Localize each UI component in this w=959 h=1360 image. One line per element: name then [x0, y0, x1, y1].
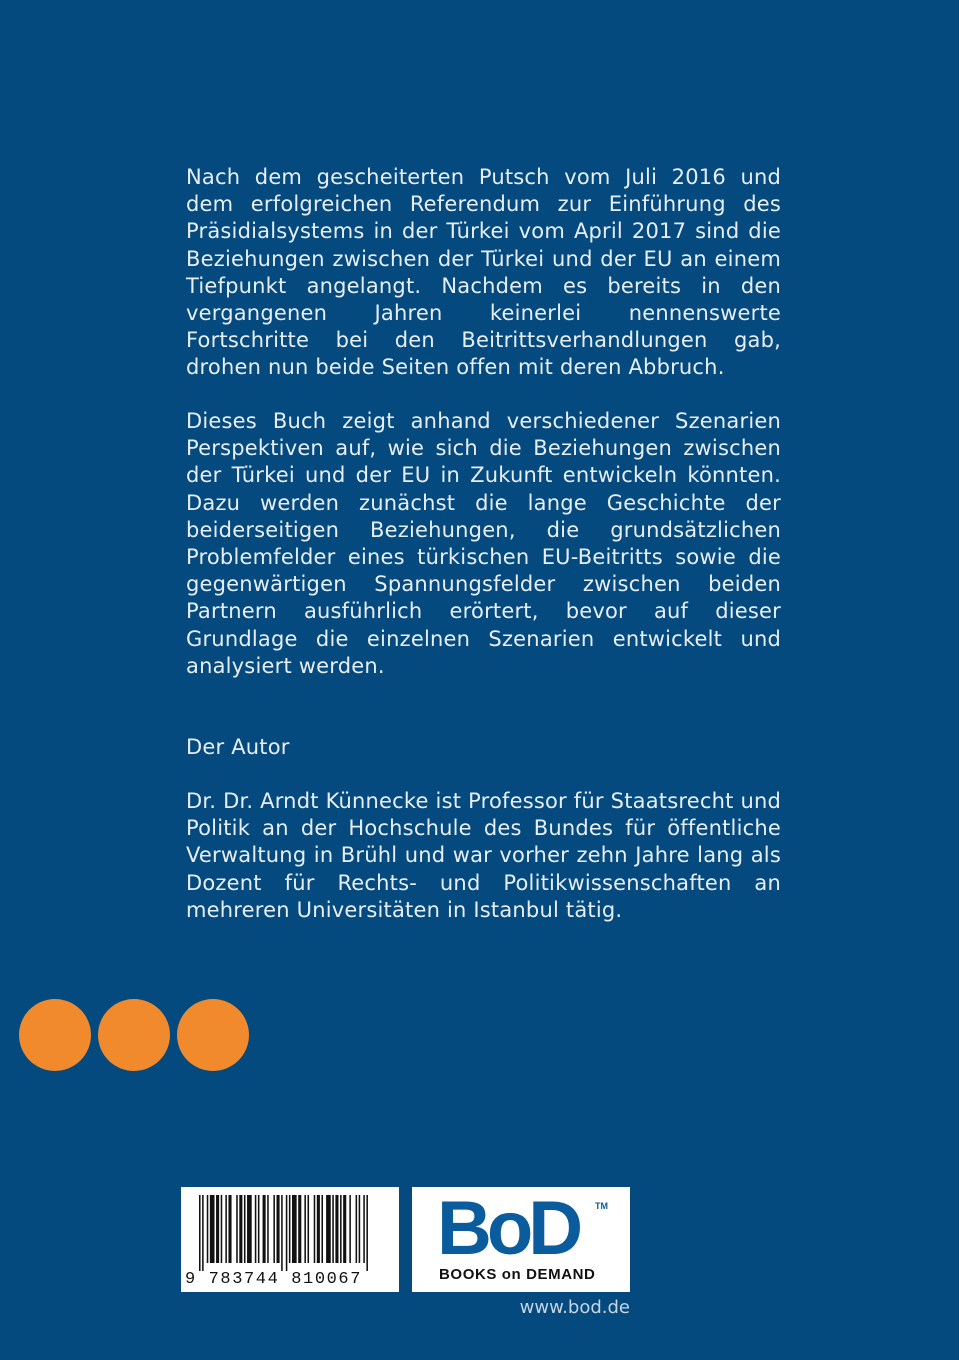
barcode-bar [317, 1195, 320, 1263]
barcode-bar [225, 1195, 227, 1263]
author-heading: Der Autor [186, 735, 290, 759]
barcode-bar [298, 1195, 301, 1263]
barcode-bar [258, 1195, 260, 1263]
barcode-bar [304, 1195, 306, 1263]
barcode-bar [247, 1195, 252, 1263]
barcode-bar [210, 1195, 215, 1263]
author-bio: Dr. Dr. Arndt Künnecke ist Professor für Staatsrecht und Politik an der Hochschule des Bundes für öffentliche Verwaltung in Brühl und war vorher zehn Jahre lang als Dozent für Rechts- und Politikwissenschaften an mehreren Universitäten in Istanbul tätig. [186, 789, 781, 922]
barcode-bar [281, 1195, 283, 1271]
barcode-bar [366, 1195, 368, 1271]
isbn-barcode [181, 1187, 399, 1292]
barcode-bars [199, 1195, 381, 1271]
barcode-bar [236, 1195, 238, 1263]
barcode-bar [244, 1195, 246, 1263]
barcode-bar [356, 1195, 358, 1263]
publisher-website: www.bod.de [519, 1297, 630, 1318]
barcode-bar [202, 1195, 204, 1271]
barcode-bar [363, 1195, 365, 1263]
barcode-bar [289, 1195, 291, 1263]
description-paragraph-2: Dieses Buch zeigt anhand verschiedener Szenarien Perspektiven auf, wie sich die Beziehungen zwischen der Türkei und der EU in Zukunft entwickeln könnten. Dazu werden zunächst die lange Geschichte der beiderseitigen Beziehungen, die grundsätzlichen Problemfelder eines türkischen EU-Beitritts sowie die gegenwärtigen Spannungsfelder zwischen beiden Partnern ausführlich erörtert, bevor auf dieser Grundlage die einzelnen Szenarien entwickelt und analysiert werden. [186, 409, 781, 678]
barcode-bar [321, 1195, 323, 1263]
barcode-bar [263, 1195, 266, 1263]
orange-dot-1 [19, 999, 91, 1071]
barcode-bar [199, 1195, 201, 1271]
barcode-bar [308, 1195, 310, 1263]
orange-dot-3 [177, 999, 249, 1071]
barcode-bar [359, 1195, 361, 1263]
barcode-bar [207, 1195, 209, 1263]
barcode-bar [292, 1195, 297, 1263]
barcode-bar [228, 1195, 231, 1263]
barcode-bar [286, 1195, 288, 1271]
barcode-bar [255, 1195, 257, 1263]
barcode-bar [326, 1195, 331, 1263]
isbn-digits: 9 783744 810067 [185, 1270, 363, 1289]
publisher-logo [412, 1187, 630, 1292]
publisher-tagline: BOOKS on DEMAND [439, 1266, 596, 1283]
barcode-bar [216, 1195, 219, 1263]
barcode-bar [239, 1195, 242, 1263]
orange-dot-2 [98, 999, 170, 1071]
barcode-bar [273, 1195, 275, 1263]
description-paragraph-1: Nach dem gescheiterten Putsch vom Juli 2016 und dem erfolgreichen Referendum zur Einführung des Präsidialsystems in der Türkei vom April 2017 sind die Beziehungen zwischen der Türkei und der EU an einem Tiefpunkt angelangt. Nachdem es bereits in den vergangenen Jahren keinerlei nennenswerte Fortschritte bei den Beitrittsverhandlungen gab, drohen nun beide Seiten offen mit deren Abbruch. [186, 165, 781, 380]
barcode-bar [314, 1195, 316, 1263]
barcode-bar [340, 1195, 342, 1263]
barcode-bar [332, 1195, 334, 1263]
barcode-bar [335, 1195, 338, 1263]
barcode-bar [277, 1195, 280, 1263]
barcode-bar [221, 1195, 223, 1263]
barcode-bar [267, 1195, 269, 1263]
barcode-bar [349, 1195, 351, 1263]
barcode-bar [343, 1195, 346, 1263]
trademark-symbol: TM [595, 1201, 608, 1211]
bod-logo-mark: BoD [437, 1186, 579, 1271]
